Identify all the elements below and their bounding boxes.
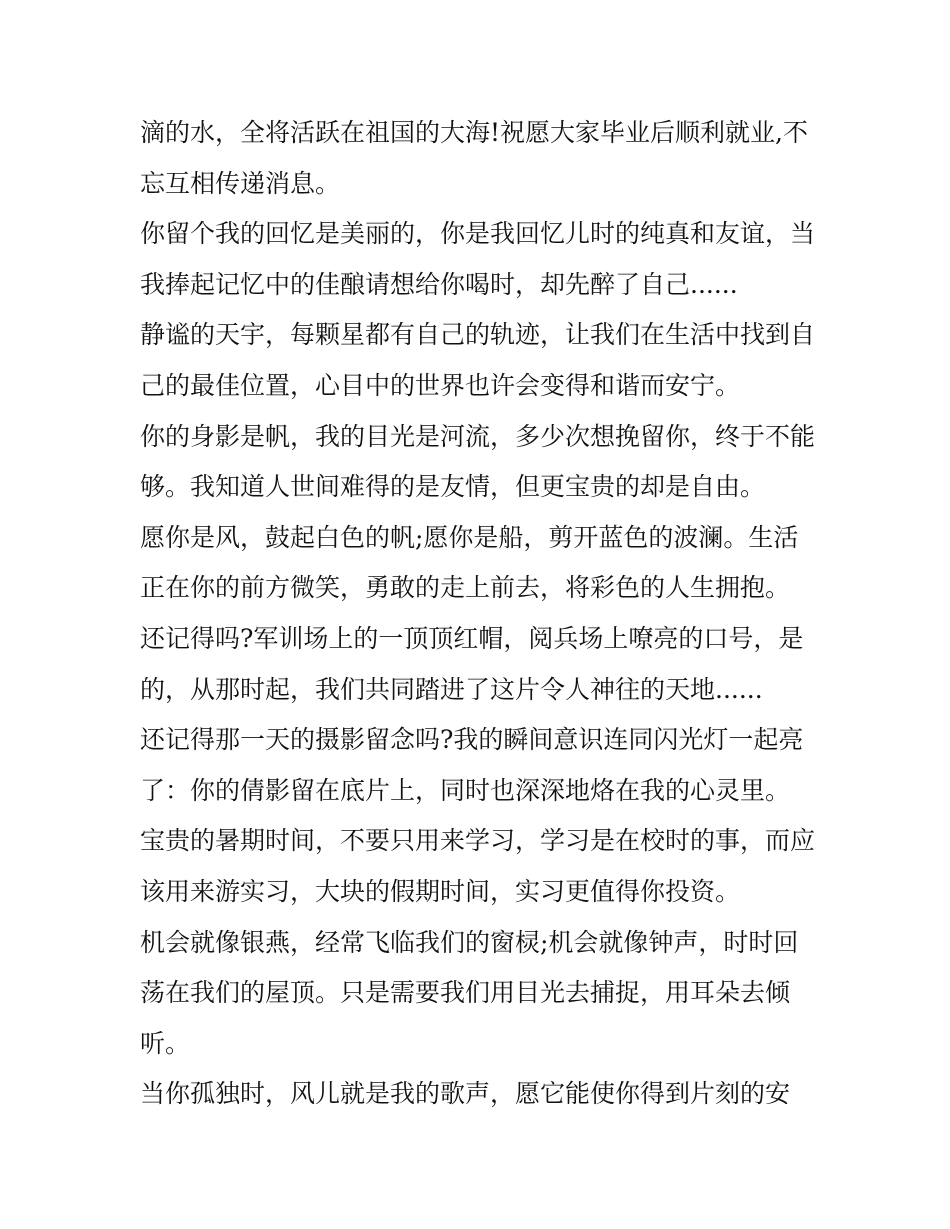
text-line: 机会就像银燕，经常飞临我们的窗棂;机会就像钟声，时时回 [140, 927, 799, 957]
paragraph [140, 614, 820, 715]
text-line: 宝贵的暑期时间，不要只用来学习，学习是在校时的事，而应 [140, 826, 816, 856]
paragraph [140, 1069, 820, 1120]
paragraph [140, 715, 820, 816]
text-line: 听。 [140, 1028, 191, 1058]
text-line: 滴的水，全将活跃在祖国的大海!祝愿大家毕业后顺利就业,不 [140, 118, 808, 147]
text-line: 的，从那时起，我们共同踏进了这片令人神往的天地...... [140, 674, 763, 704]
text-line: 了：你的倩影留在底片上，同时也深深地烙在我的心灵里。 [140, 775, 791, 805]
text-line: 愿你是风，鼓起白色的帆;愿你是船，剪开蓝色的波澜。生活 [140, 522, 799, 552]
text-line: 还记得吗?军训场上的一顶顶红帽，阅兵场上嘹亮的口号，是 [140, 623, 804, 653]
paragraph [140, 918, 820, 1070]
paragraph [140, 209, 820, 310]
text-line: 己的最佳位置，心目中的世界也许会变得和谐而安宁。 [140, 370, 741, 400]
text-line: 你的身影是帆，我的目光是河流，多少次想挽留你，终于不能 [140, 421, 816, 451]
text-line: 忘互相传递消息。 [140, 168, 341, 198]
paragraph [140, 513, 820, 614]
paragraph [140, 310, 820, 411]
text-line: 够。我知道人世间难得的是友情，但更宝贵的却是自由。 [140, 472, 766, 502]
text-line: 荡在我们的屋顶。只是需要我们用目光去捕捉，用耳朵去倾 [140, 978, 791, 1008]
paragraph [140, 412, 820, 513]
text-line: 你留个我的回忆是美丽的，你是我回忆儿时的纯真和友谊，当 [140, 219, 816, 249]
text-line: 还记得那一天的摄影留念吗?我的瞬间意识连同闪光灯一起亮 [140, 725, 804, 755]
paragraph [140, 108, 820, 209]
text-line: 静谧的天宇，每颗星都有自己的轨迹，让我们在生活中找到自 [140, 320, 816, 350]
text-line: 正在你的前方微笑，勇敢的走上前去，将彩色的人生拥抱。 [140, 573, 791, 603]
text-line: 我捧起记忆中的佳酿请想给你喝时，却先醉了自己...... [140, 269, 738, 299]
text-line: 当你孤独时，风儿就是我的歌声，愿它能使你得到片刻的安 [140, 1079, 791, 1109]
text-line: 该用来游实习，大块的假期时间，实习更值得你投资。 [140, 876, 741, 906]
document-body [140, 108, 820, 1120]
paragraph [140, 816, 820, 917]
